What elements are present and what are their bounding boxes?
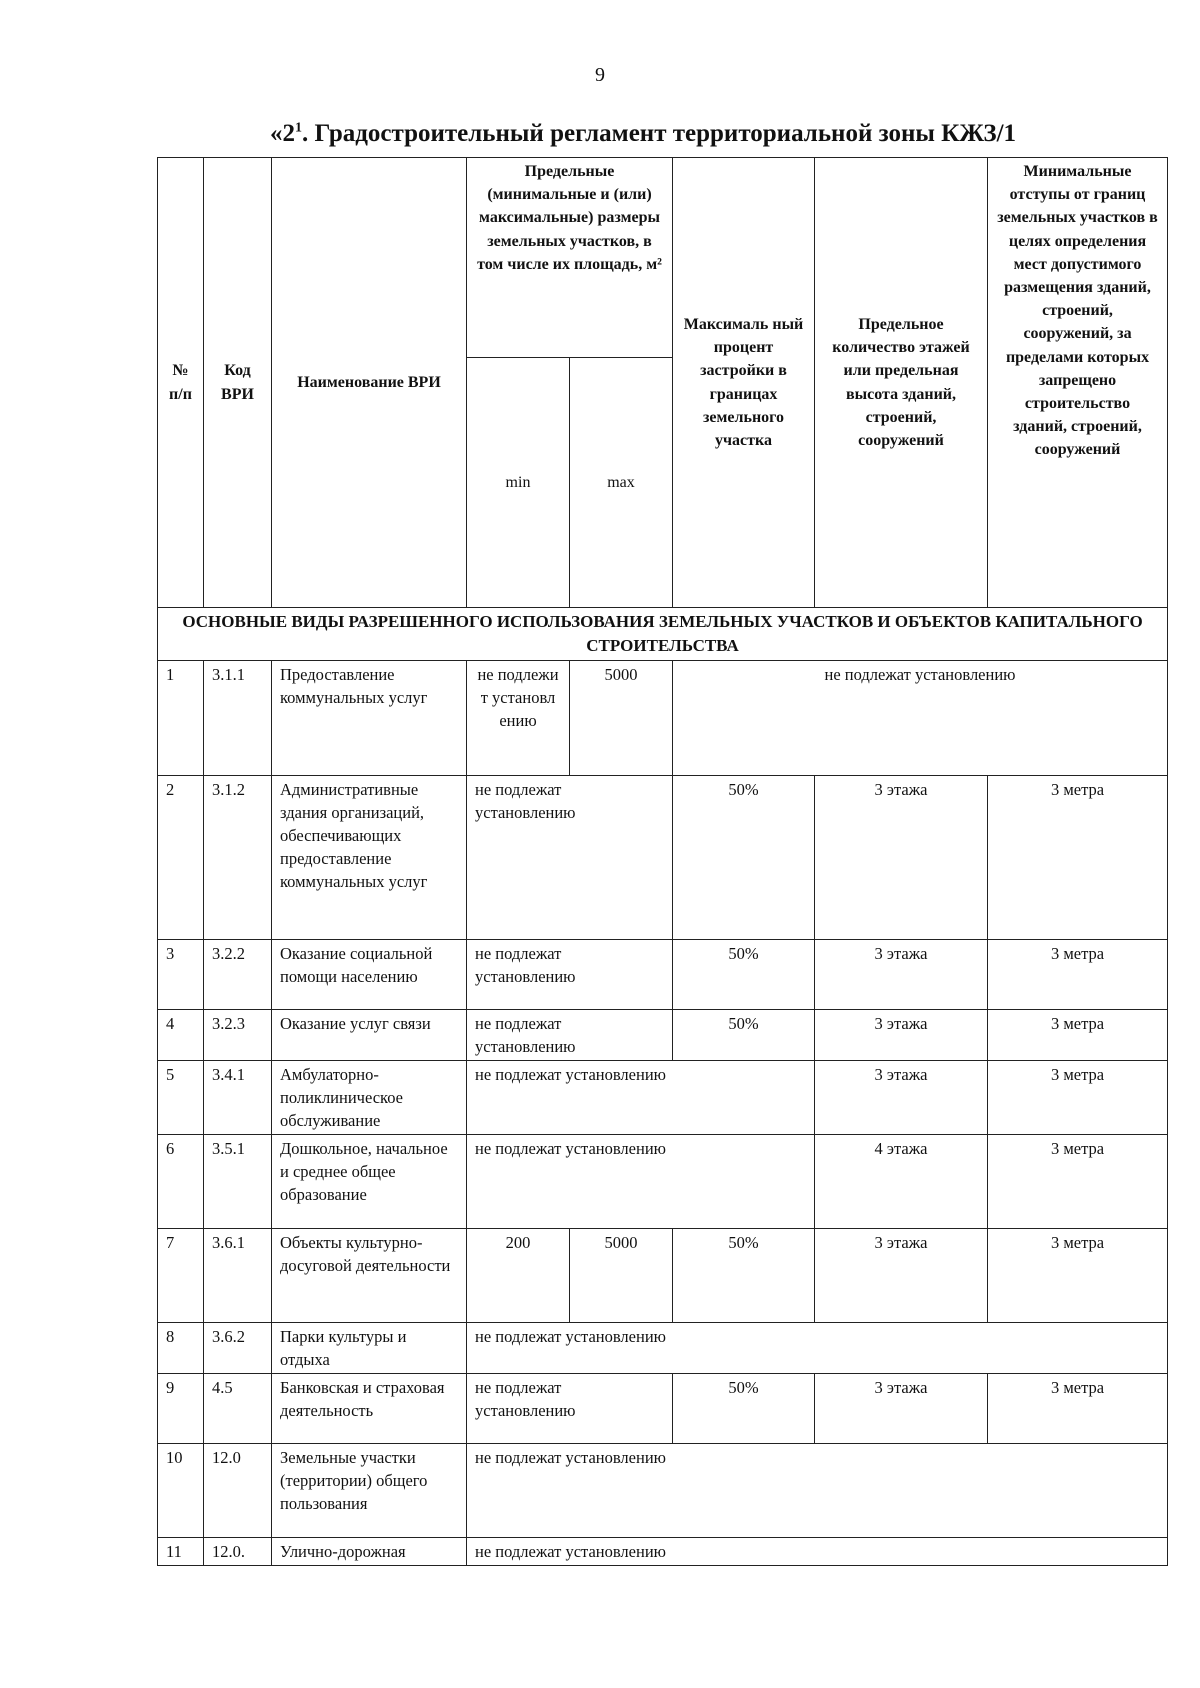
row-name: Дошкольное, начальное и среднее общее образование bbox=[272, 1135, 467, 1229]
row-max: 5000 bbox=[570, 1229, 673, 1323]
row-percent: 50% bbox=[673, 1374, 815, 1444]
row-num: 8 bbox=[158, 1323, 204, 1374]
table-row bbox=[158, 1538, 1168, 1566]
row-all: не подлежат установлению bbox=[467, 1444, 1168, 1538]
row-floors: 4 этажа bbox=[815, 1135, 988, 1229]
row-size: не подлежат установлению bbox=[467, 939, 673, 1009]
row-code: 3.2.3 bbox=[204, 1009, 272, 1060]
table-row bbox=[158, 1323, 1168, 1374]
row-num: 2 bbox=[158, 775, 204, 939]
row-num: 1 bbox=[158, 660, 204, 775]
row-setback: 3 метра bbox=[988, 775, 1168, 939]
row-min: 200 bbox=[467, 1229, 570, 1323]
table-row bbox=[158, 775, 1168, 939]
row-name: Оказание социальной помощи населению bbox=[272, 939, 467, 1009]
row-code: 12.0 bbox=[204, 1444, 272, 1538]
table-row bbox=[158, 1444, 1168, 1538]
row-num: 6 bbox=[158, 1135, 204, 1229]
row-code: 12.0. bbox=[204, 1538, 272, 1566]
row-size-percent: не подлежат установлению bbox=[467, 1135, 815, 1229]
row-max: 5000 bbox=[570, 660, 673, 775]
row-num: 4 bbox=[158, 1009, 204, 1060]
row-name: Административные здания организаций, обеспечивающих предоставление коммунальных услуг bbox=[272, 775, 467, 939]
row-code: 3.5.1 bbox=[204, 1135, 272, 1229]
row-code: 3.6.2 bbox=[204, 1323, 272, 1374]
row-num: 11 bbox=[158, 1538, 204, 1566]
row-name: Земельные участки (территории) общего пользования bbox=[272, 1444, 467, 1538]
row-name: Банковская и страховая деятельность bbox=[272, 1374, 467, 1444]
header-num: № п/п bbox=[158, 158, 204, 608]
table-row bbox=[158, 1135, 1168, 1229]
header-plot-sizes: Предельные (минимальные и (или) максимальные) размеры земельных участков, в том числе их площадь, м² bbox=[467, 158, 673, 358]
row-size: не подлежат установлению bbox=[467, 1009, 673, 1060]
header-build-percent: Максималь ный процент застройки в границах земельного участка bbox=[673, 158, 815, 608]
row-setback: 3 метра bbox=[988, 939, 1168, 1009]
row-num: 5 bbox=[158, 1060, 204, 1134]
row-percent: 50% bbox=[673, 775, 815, 939]
document-title: «$2^1$. Градостроительный регламент территориальной зоны КЖЗ/1 bbox=[270, 120, 1017, 147]
header-name: Наименование ВРИ bbox=[272, 158, 467, 608]
row-floors: 3 этажа bbox=[815, 1374, 988, 1444]
row-name: Парки культуры и отдыха bbox=[272, 1323, 467, 1374]
row-size-percent: не подлежат установлению bbox=[467, 1060, 815, 1134]
section-heading: ОСНОВНЫЕ ВИДЫ РАЗРЕШЕННОГО ИСПОЛЬЗОВАНИЯ ЗЕМЕЛЬНЫХ УЧАСТКОВ И ОБЪЕКТОВ КАПИТАЛЬНОГО СТРОИТЕЛЬСТВА bbox=[158, 608, 1168, 661]
row-floors: 3 этажа bbox=[815, 1229, 988, 1323]
row-num: 7 bbox=[158, 1229, 204, 1323]
table-row bbox=[158, 1009, 1168, 1060]
row-num: 9 bbox=[158, 1374, 204, 1444]
row-code: 3.4.1 bbox=[204, 1060, 272, 1134]
row-name: Улично-дорожная bbox=[272, 1538, 467, 1566]
row-name: Объекты культурно-досуговой деятельности bbox=[272, 1229, 467, 1323]
row-setback: 3 метра bbox=[988, 1135, 1168, 1229]
row-code: 3.1.2 bbox=[204, 775, 272, 939]
row-floors: 3 этажа bbox=[815, 775, 988, 939]
header-floors: Предельное количество этажей или предельная высота зданий, строений, сооружений bbox=[815, 158, 988, 608]
row-floors: 3 этажа bbox=[815, 1060, 988, 1134]
row-setback: 3 метра bbox=[988, 1374, 1168, 1444]
header-max: max bbox=[570, 358, 673, 608]
row-size: не подлежат установлению bbox=[467, 1374, 673, 1444]
row-floors: 3 этажа bbox=[815, 1009, 988, 1060]
row-percent: 50% bbox=[673, 1009, 815, 1060]
row-setback: 3 метра bbox=[988, 1009, 1168, 1060]
row-all: не подлежат установлению bbox=[467, 1323, 1168, 1374]
row-num: 10 bbox=[158, 1444, 204, 1538]
table-row bbox=[158, 660, 1168, 775]
row-code: 4.5 bbox=[204, 1374, 272, 1444]
table-row bbox=[158, 939, 1168, 1009]
row-rest: не подлежат установлению bbox=[673, 660, 1168, 775]
header-code: Код ВРИ bbox=[204, 158, 272, 608]
regulation-table bbox=[157, 157, 1168, 1566]
row-percent: 50% bbox=[673, 939, 815, 1009]
row-code: 3.2.2 bbox=[204, 939, 272, 1009]
row-setback: 3 метра bbox=[988, 1229, 1168, 1323]
row-setback: 3 метра bbox=[988, 1060, 1168, 1134]
row-name: Оказание услуг связи bbox=[272, 1009, 467, 1060]
row-name: Предоставление коммунальных услуг bbox=[272, 660, 467, 775]
row-all: не подлежат установлению bbox=[467, 1538, 1168, 1566]
row-code: 3.6.1 bbox=[204, 1229, 272, 1323]
table-row bbox=[158, 1374, 1168, 1444]
row-size: не подлежат установлению bbox=[467, 775, 673, 939]
header-min: min bbox=[467, 358, 570, 608]
row-num: 3 bbox=[158, 939, 204, 1009]
table-row bbox=[158, 1229, 1168, 1323]
row-min: не подлежи т установл ению bbox=[467, 660, 570, 775]
row-name: Амбулаторно-поликлиническое обслуживание bbox=[272, 1060, 467, 1134]
header-setbacks: Минимальные отступы от границ земельных участков в целях определения мест допустимого размещения зданий, строений, сооружений, за пределами которых запрещено строительство зданий, строений, сооружений bbox=[988, 158, 1168, 608]
row-code: 3.1.1 bbox=[204, 660, 272, 775]
table-row bbox=[158, 1060, 1168, 1134]
row-percent: 50% bbox=[673, 1229, 815, 1323]
page-number: 9 bbox=[595, 64, 605, 86]
row-floors: 3 этажа bbox=[815, 939, 988, 1009]
